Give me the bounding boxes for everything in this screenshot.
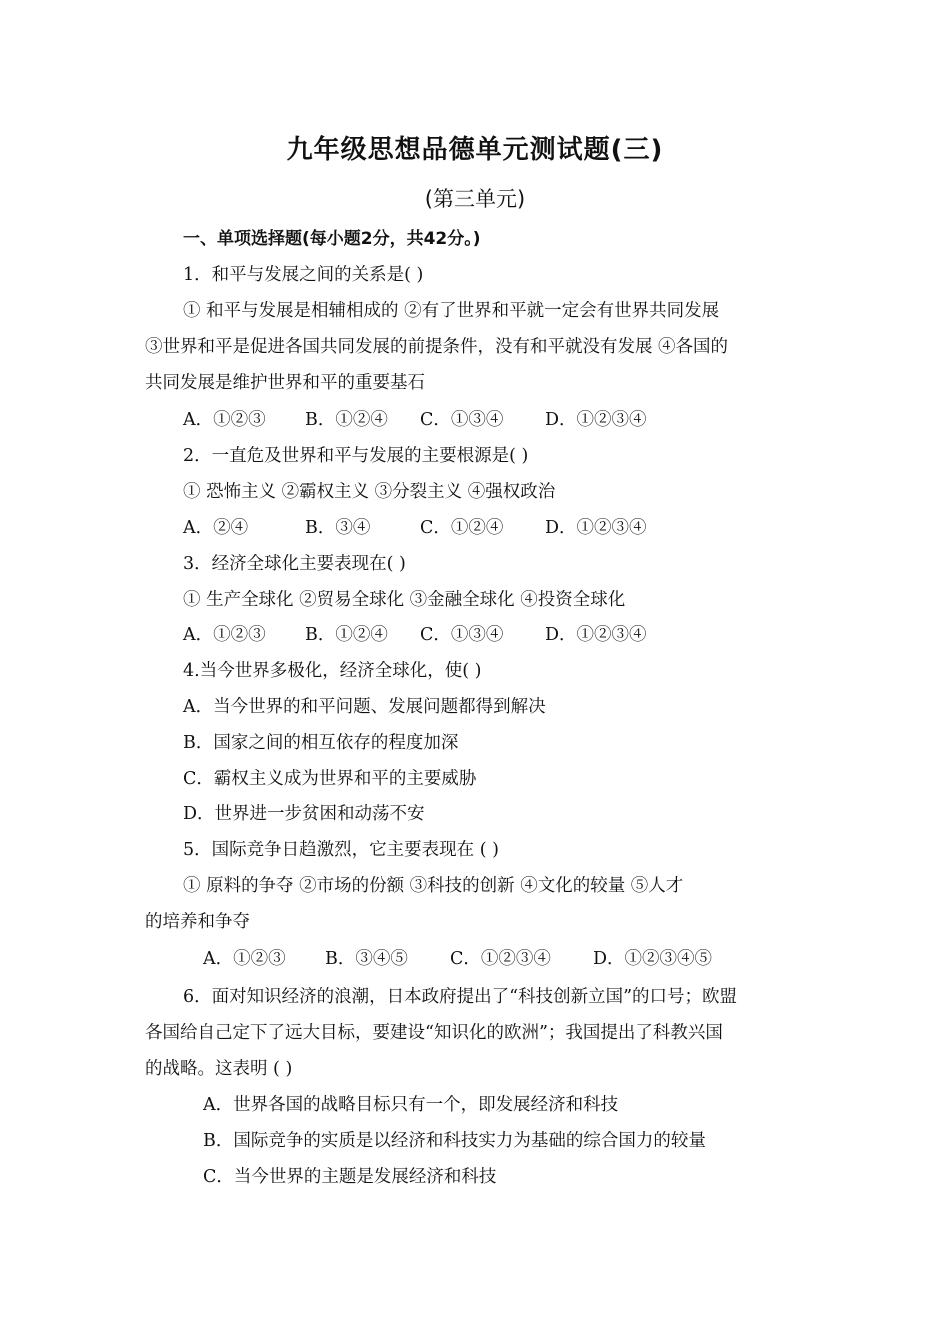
q6-line1: 6．面对知识经济的浪潮，日本政府提出了“科技创新立国”的口号；欧盟: [183, 987, 738, 1007]
q1-option-a: A．①②③: [183, 410, 266, 430]
q2-option-b: B．③④: [305, 518, 371, 538]
q6-option-c: C．当今世界的主题是发展经济和科技: [203, 1167, 497, 1187]
page-title: 九年级思想品德单元测试题(三): [286, 135, 664, 165]
q6-line2: 各国给自己定下了远大目标，要建设“知识化的欧洲”；我国提出了科教兴国: [145, 1023, 723, 1043]
page-subtitle: (第三单元): [424, 187, 526, 211]
q3-option-c: C．①③④: [420, 625, 504, 645]
q6-option-a: A．世界各国的战略目标只有一个，即发展经济和科技: [203, 1095, 619, 1115]
q2-option-a: A．②④: [183, 518, 249, 538]
q5-option-d: D．①②③④⑤: [593, 949, 713, 969]
q1-line3: 共同发展是维护世界和平的重要基石: [145, 373, 425, 393]
q5-line1: ① 原料的争夺 ②市场的份额 ③科技的创新 ④文化的较量 ⑤人才: [183, 876, 684, 896]
q3-line1: ① 生产全球化 ②贸易全球化 ③金融全球化 ④投资全球化: [183, 590, 626, 610]
q1-option-b: B．①②④: [305, 410, 388, 430]
q1-option-c: C．①③④: [420, 410, 504, 430]
q5-option-a: A．①②③: [203, 949, 286, 969]
q2-line1: ① 恐怖主义 ②霸权主义 ③分裂主义 ④强权政治: [183, 482, 556, 502]
q3-option-d: D．①②③④: [545, 625, 647, 645]
q4-option-c: C．霸权主义成为世界和平的主要威胁: [183, 769, 477, 789]
q2-stem: 2．一直危及世界和平与发展的主要根源是( ): [183, 446, 529, 466]
q2-option-c: C．①②④: [420, 518, 504, 538]
q1-line2: ③世界和平是促进各国共同发展的前提条件，没有和平就没有发展 ④各国的: [145, 337, 729, 357]
q4-option-d: D．世界进一步贫困和动荡不安: [183, 804, 425, 824]
q6-line3: 的战略。这表明 ( ): [145, 1059, 293, 1079]
q4-stem: 4.当今世界多极化，经济全球化，使( ): [183, 661, 482, 681]
q5-option-c: C．①②③④: [450, 949, 551, 969]
q4-option-a: A．当今世界的和平问题、发展问题都得到解决: [183, 697, 546, 717]
q1-option-d: D．①②③④: [545, 410, 647, 430]
q5-option-b: B．③④⑤: [325, 949, 408, 969]
q6-option-b: B．国际竞争的实质是以经济和科技实力为基础的综合国力的较量: [203, 1131, 706, 1151]
q3-option-a: A．①②③: [183, 625, 266, 645]
q5-stem: 5．国际竞争日趋激烈，它主要表现在 ( ): [183, 840, 499, 860]
q3-option-b: B．①②④: [305, 625, 388, 645]
q2-option-d: D．①②③④: [545, 518, 647, 538]
q3-stem: 3．经济全球化主要表现在( ): [183, 554, 406, 574]
q1-line1: ① 和平与发展是相辅相成的 ②有了世界和平就一定会有世界共同发展: [183, 301, 720, 321]
q5-line2: 的培养和争夺: [145, 912, 250, 932]
section-heading: 一、单项选择题(每小题2分，共42分。): [183, 229, 481, 249]
q4-option-b: B．国家之间的相互依存的程度加深: [183, 733, 459, 753]
q1-stem: 1．和平与发展之间的关系是( ): [183, 265, 424, 285]
